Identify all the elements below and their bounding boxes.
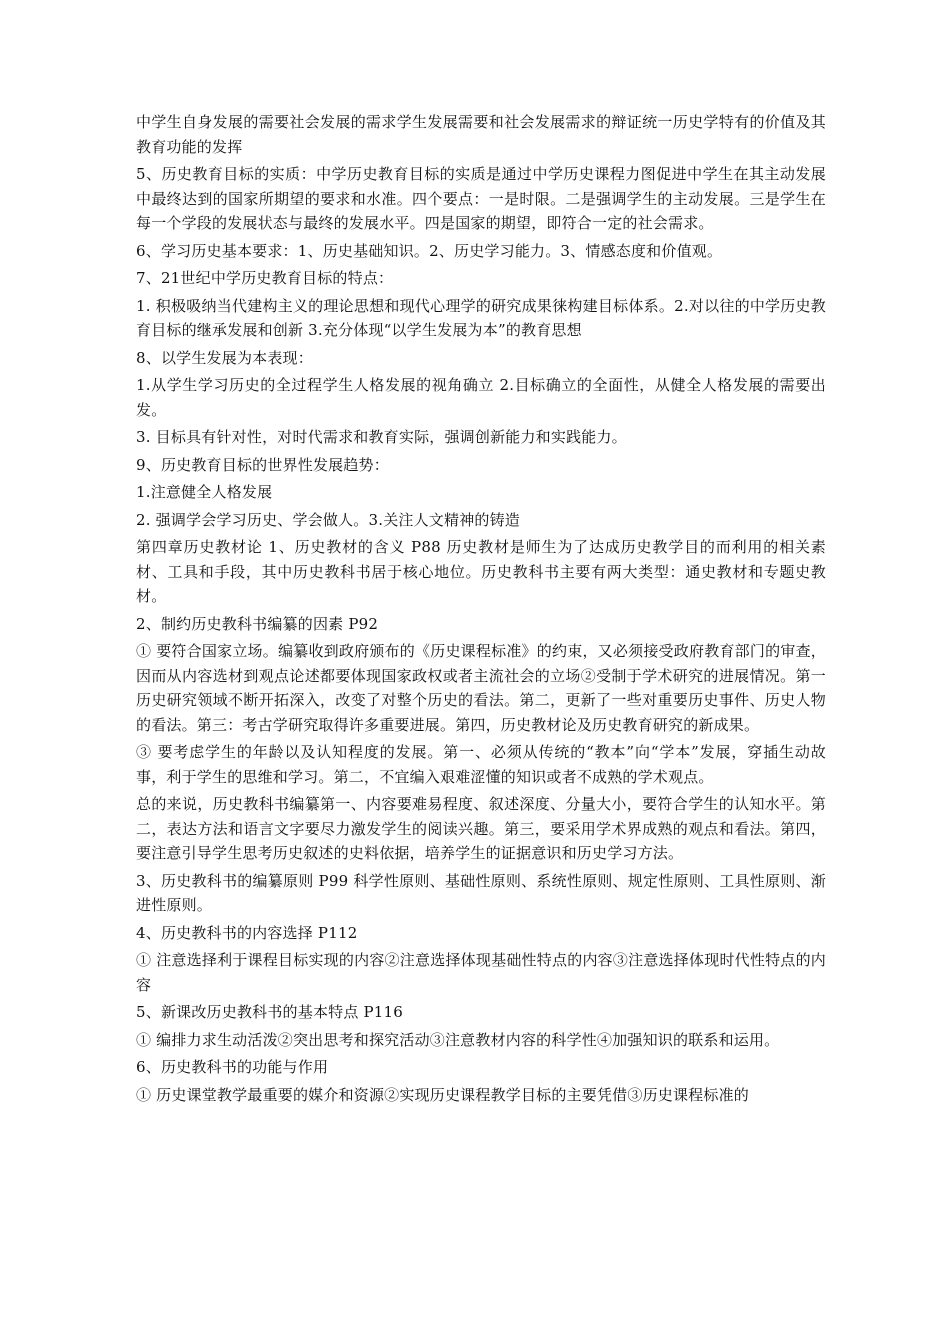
paragraph: 1. 积极吸纳当代建构主义的理论思想和现代心理学的研究成果徕构建目标体系。2.对以往的中学历史教育目标的继承发展和创新 3.充分体现“以学生发展为本”的教育思想 [136,296,826,339]
paragraph: ① 要符合国家立场。编纂收到政府颁布的《历史课程标准》的约束，又必须接受政府教育部门的审查，因而从内容选材到观点论述都要体现国家政权或者主流社会的立场②受制于学术研究的进展情况。第一历史研究领域不断开拓深入，改变了对整个历史的看法。第二，更新了一些对重要历史事件、历史人物的看法。第三：考古学研究取得许多重要进展。第四，历史教材论及历史教育研究的新成果。 [136,642,826,734]
paragraph: 5、新课改历史教科书的基本特点 P116 [136,1003,404,1021]
paragraph: 1.从学生学习历史的全过程学生人格发展的视角确立 2.目标确立的全面性，从健全人格发展的需要出发。 [136,376,826,419]
paragraph: 6、历史教科书的功能与作用 [136,1058,329,1076]
paragraph: 3、历史教科书的编纂原则 P99 科学性原则、基础性原则、系统性原则、规定性原则、工具性原则、渐进性原则。 [136,871,826,914]
paragraph: 1.注意健全人格发展 [136,483,273,501]
paragraph: 3. 目标具有针对性，对时代需求和教育实际，强调创新能力和实践能力。 [136,428,627,446]
paragraph: 7、21世纪中学历史教育目标的特点： [136,269,394,287]
paragraph: 8、以学生发展为本表现： [136,348,313,367]
document-page [136,110,826,1110]
paragraph: 总的来说，历史教科书编纂第一、内容要难易程度、叙述深度、分量大小，要符合学生的认知水平。第二，表达方法和语言文字要尽力激发学生的阅读兴趣。第三，要采用学术界成熟的观点和看法。第四，要注意引导学生思考历史叙述的史料依据，培养学生的证据意识和历史学习方法。 [136,795,826,862]
paragraph: 2、制约历史教科书编纂的因素 P92 [136,614,379,633]
paragraph: 4、历史教科书的内容选择 P112 [136,923,358,942]
paragraph: 第四章历史教材论 1、历史教材的含义 P88 历史教材是师生为了达成历史教学目的而利用的相关素材、工具和手段，其中历史教科书居于核心地位。历史教科书主要有两大类型：通史教材和专题史教材。 [136,538,826,605]
paragraph: ① 编排力求生动活泼②突出思考和探究活动③注意教材内容的科学性④加强知识的联系和运用。 [136,1030,780,1049]
paragraph: ① 注意选择利于课程目标实现的内容②注意选择体现基础性特点的内容③注意选择体现时代性特点的内容 [136,951,826,994]
paragraph: 9、历史教育目标的世界性发展趋势： [136,455,389,474]
paragraph: 中学生自身发展的需要社会发展的需求学生发展需要和社会发展需求的辩证统一历史学特有的价值及其教育功能的发挥 [136,113,826,156]
paragraph: 2. 强调学会学习历史、学会做人。3.关注人文精神的铸造 [136,510,520,529]
paragraph: 6、学习历史基本要求：1、历史基础知识。2、历史学习能力。3、情感态度和价值观。 [136,241,723,260]
paragraph: ① 历史课堂教学最重要的媒介和资源②实现历史课程教学目标的主要凭借③历史课程标准的 [136,1085,749,1104]
paragraph: ③ 要考虑学生的年龄以及认知程度的发展。第一、必须从传统的“教本”向“学本”发展，穿插生动故事，利于学生的思维和学习。第二，不宜编入艰难涩懂的知识或者不成熟的学术观点。 [136,743,826,786]
paragraph: 5、历史教育目标的实质：中学历史教育目标的实质是通过中学历史课程力图促进中学生在其主动发展中最终达到的国家所期望的要求和水准。四个要点：一是时限。二是强调学生的主动发展。三是学生在每一个学段的发展状态与最终的发展水平。四是国家的期望，即符合一定的社会需求。 [136,165,826,232]
